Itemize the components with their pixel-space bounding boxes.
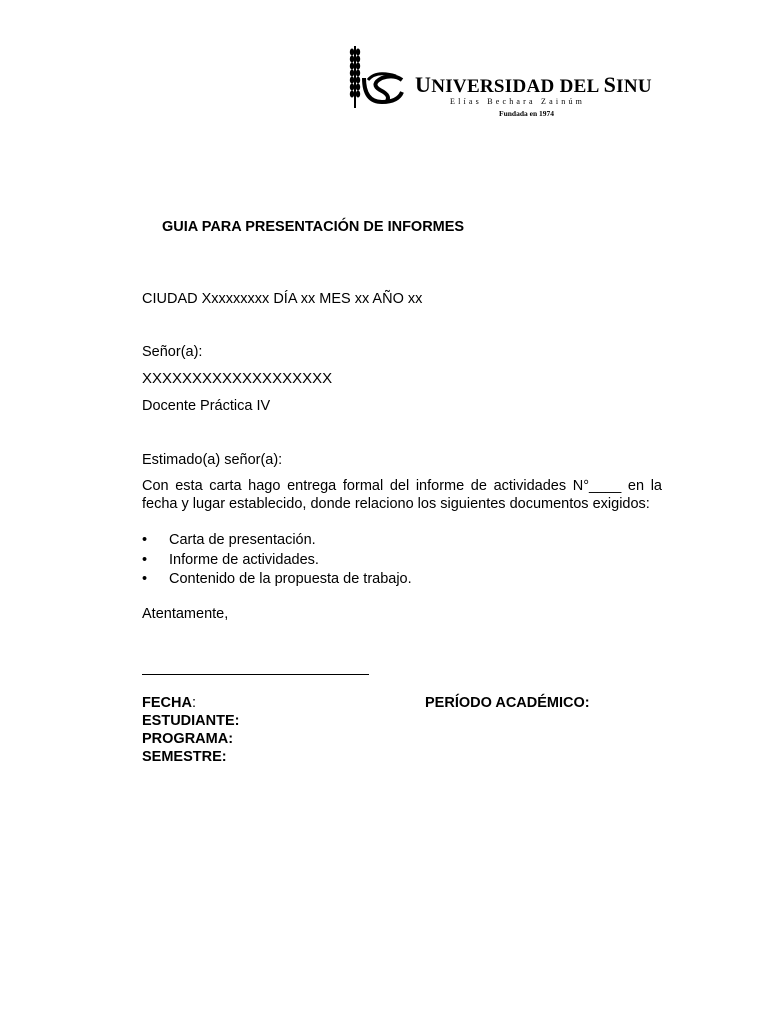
founder-name: Elías Bechara Zainúm: [450, 97, 586, 106]
page-title: GUIA PARA PRESENTACIÓN DE INFORMES: [162, 219, 465, 235]
periodo-label: PERÍODO ACADÉMICO:: [425, 695, 590, 711]
documents-list: [142, 531, 412, 590]
university-name: UNIVERSIDAD DEL SINU: [415, 72, 652, 97]
programa-label: PROGRAMA:: [142, 731, 234, 747]
date-line: CIUDAD Xxxxxxxxx DÍA xx MES xx AÑO xx: [142, 291, 423, 307]
signature-line: [142, 674, 369, 675]
greeting: Estimado(a) señor(a):: [142, 452, 283, 468]
founded-year: Fundada en 1974: [499, 109, 555, 118]
university-logo: [346, 44, 656, 116]
body-paragraph: Con esta carta hago entrega formal del informe de actividades N°____ en la fecha y lugar establecido, donde relaciono los siguientes documentos exigidos:: [142, 478, 662, 512]
recipient-name: XXXXXXXXXXXXXXXXXXX: [142, 370, 333, 387]
semestre-label: SEMESTRE:: [142, 749, 227, 765]
fecha-label: FECHA: [142, 695, 192, 711]
list-item: • Carta de presentación.: [142, 531, 412, 551]
fecha-field: [142, 694, 196, 712]
list-item: • Informe de actividades.: [142, 551, 412, 571]
university-emblem-icon: [346, 44, 408, 110]
list-item: • Contenido de la propuesta de trabajo.: [142, 570, 412, 590]
closing: Atentamente,: [142, 606, 229, 622]
recipient-role: Docente Práctica IV: [142, 398, 271, 414]
fecha-colon: :: [191, 695, 196, 711]
estudiante-label: ESTUDIANTE:: [142, 713, 240, 729]
salutation-prefix: Señor(a):: [142, 344, 203, 360]
